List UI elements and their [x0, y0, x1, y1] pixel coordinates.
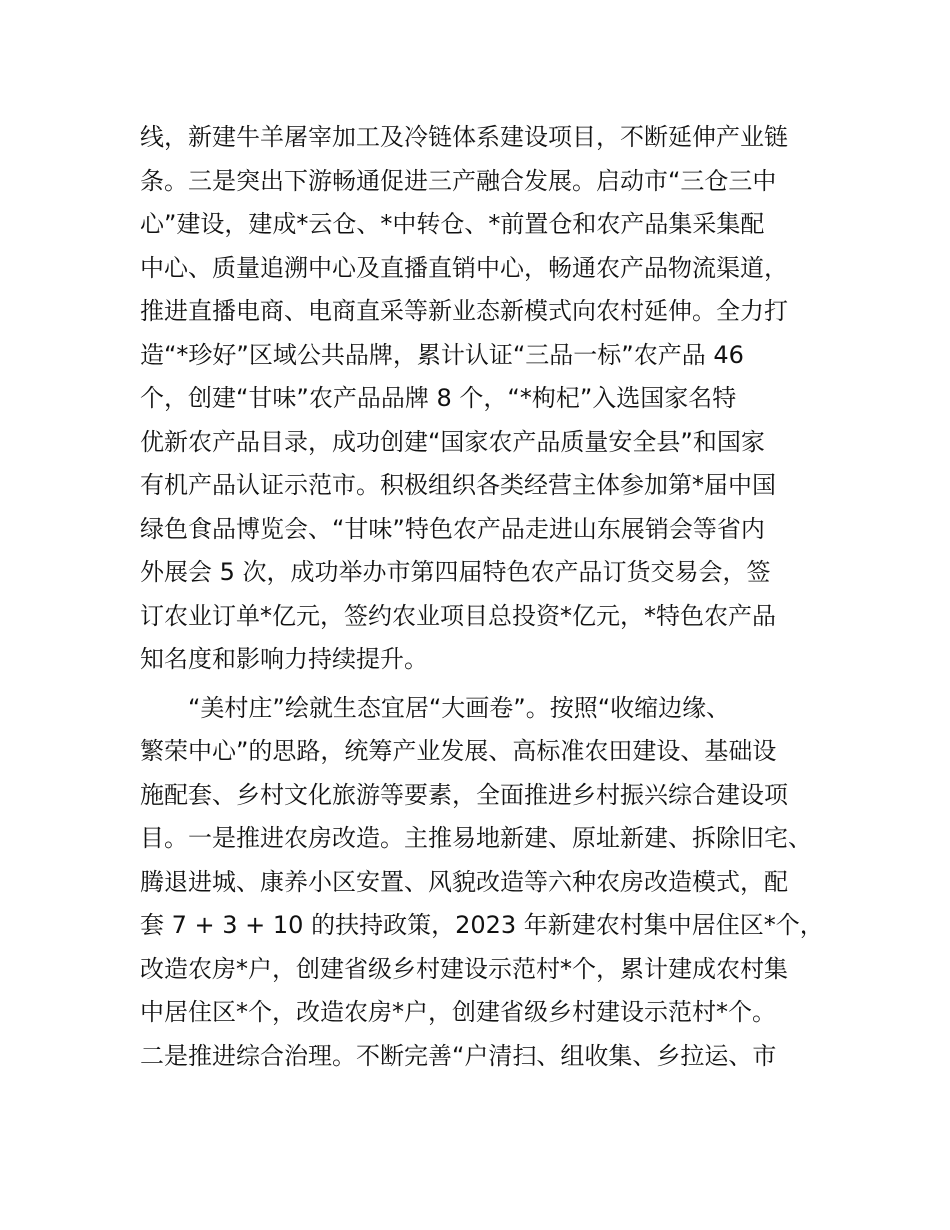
text-line: 心”建设，建成*云仓、*中转仓、*前置仓和农产品集采集配 — [140, 210, 765, 238]
text-line: 目。一是推进农房改造。主推易地新建、原址新建、拆除旧宅、 — [140, 824, 812, 852]
text-line: 套 7 + 3 + 10 的扶持政策，2023 年新建农村集中居住区*个， — [140, 911, 824, 939]
body-text — [140, 116, 840, 1078]
text-line: 优新农产品目录，成功创建“国家农产品质量安全县”和国家 — [140, 427, 765, 456]
text-line: 改造农房*户，创建省级乡村建设示范村*个，累计建成农村集 — [140, 954, 788, 983]
text-line: 造“*珍好”区域公共品牌，累计认证“三品一标”农产品 46 — [140, 340, 744, 369]
paragraph-1 — [140, 116, 840, 682]
text-line: 推进直播电商、电商直采等新业态新模式向农村延伸。全力打 — [140, 297, 788, 325]
text-line: 绿色食品博览会、“甘味”特色农产品走进山东展销会等省内 — [140, 514, 765, 543]
paragraph-2 — [140, 687, 840, 1079]
text-line: 订农业订单*亿元，签约农业项目总投资*亿元，*特色农产品 — [140, 601, 776, 630]
text-line: 繁荣中心”的思路，统筹产业发展、高标准农田建设、基础设 — [140, 737, 777, 765]
text-line: 线，新建牛羊屠宰加工及冷链体系建设项目，不断延伸产业链 — [140, 123, 788, 151]
text-line: 二是推进综合治理。不断完善“户清扫、组收集、乡拉运、市 — [140, 1041, 777, 1070]
text-line: 有机产品认证示范市。积极组织各类经营主体参加第*届中国 — [140, 471, 776, 499]
text-line: 个，创建“甘味”农产品品牌 8 个，“*枸杞”入选国家名特 — [140, 384, 737, 412]
text-line: 中居住区*个，改造农房*户，创建省级乡村建设示范村*个。 — [140, 998, 776, 1026]
text-line: 知名度和影响力持续提升。 — [140, 645, 428, 673]
text-line: 外展会 5 次，成功举办市第四届特色农产品订货交易会，签 — [140, 558, 771, 586]
text-line: 施配套、乡村文化旅游等要素，全面推进乡村振兴综合建设项 — [140, 780, 788, 809]
text-line: 腾退进城、康养小区安置、风貌改造等六种农房改造模式，配 — [140, 867, 788, 896]
text-line: 条。三是突出下游畅通促进三产融合发展。启动市“三仓三中 — [140, 166, 777, 195]
text-line: 中心、质量追溯中心及直播直销中心，畅通农产品物流渠道， — [140, 253, 788, 282]
text-line: “美村庄”绘就生态宜居“大画卷”。按照“收缩边缘、 — [188, 693, 731, 722]
